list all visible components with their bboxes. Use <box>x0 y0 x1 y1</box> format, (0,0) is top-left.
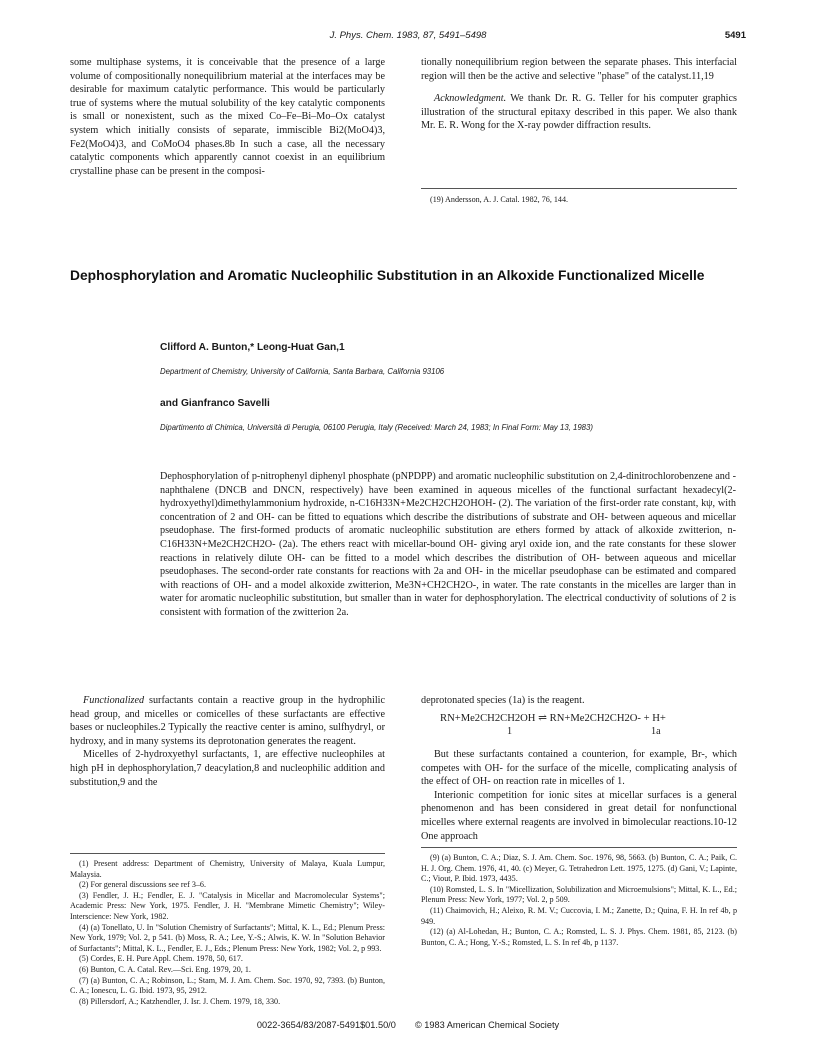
footer-copyright: © 1983 American Chemical Society <box>414 1020 560 1030</box>
footnote-left-item: (8) Pillersdorf, A.; Katzhendler, J. Isr. J. Chem. 1979, 18, 330. <box>79 996 281 1006</box>
prev-article-text: some multiphase systems, it is conceivable that the presence of a large volume of compositionally nonequilibrium material at the interfaces may be desirable for maximum catalytic performance. This would be particularly true of systems where the mutual solubility of the key catalytic components is small or nonexistent, such as the mixed Co–Fe–Bi–Mo–Ox catalyst system which initially consists of separate, immiscible Bi2(MoO4)3, Fe2(MoO4)3, and CoMoO4 phases.8b In such a case, all the necessary catalytic components which apparently cannot coexist in an equilibrium crystalline phase can be present in the composi- <box>70 57 385 177</box>
acknowledgment-label: Acknowledgment. <box>434 93 507 105</box>
footnote-left-item: (7) (a) Bunton, C. A.; Robinson, L.; Stam, M. J. Am. Chem. Soc. 1970, 92, 7393. (b) Bunton, C. A.; Ionescu, L. G. Ibid. 1973, 95, 2912. <box>70 975 385 996</box>
prev-article-footnote <box>421 195 737 206</box>
footnote-left-item: (2) For general discussions see ref 3–6. <box>79 880 206 890</box>
body-right-paragraph-3: Interionic competition for ionic sites at micellar surfaces is a general phenomenon and has been considered in great detail for nonfunctional micelles where external reagents are involved in bimolecular reactions.10-12 One approach <box>421 789 737 842</box>
body-paragraph-1-text: surfactants contain a reactive group in the hydrophilic head group, and micelles or comicelles of these surfactants are effective bases or nucleophiles.2 Typically the reactive center is amino, sulfhydryl, or hydroxy, and in many systems its deprotonation generates the reagent. <box>70 695 386 747</box>
footnote-left-item: (6) Bunton, C. A. Catal. Rev.—Sci. Eng. 1979, 20, 1. <box>79 964 251 974</box>
authors-secondary: and Gianfranco Savelli <box>160 398 270 409</box>
equation-label-1: 1 <box>507 726 513 737</box>
body-right-paragraph-2: But these surfactants contained a counterion, for example, Br-, which competes with OH- for the surface of the micelle, complicating analysis of the effect of OH- on reaction rate in micelles of 1. <box>421 749 737 788</box>
affiliation-secondary: Dipartimento di Chimica, Università di Perugia, 06100 Perugia, Italy (Received: March 24, 1983; In Final Form: May 13, 1983) <box>160 423 593 432</box>
page-footer <box>0 1020 816 1030</box>
abstract: Dephosphorylation of p-nitrophenyl diphenyl phosphate (pNPDPP) and aromatic nucleophilic substitution on 2,4-dinitrochlorobenzene and -naphthalene (DNCB and DNCN, respectively) have been examined in aqueous micelles of the functional surfactant hexadecyl(2-hydroxyethyl)dimethylammonium hydroxide, n-C16H33N+Me2CH2CH2OHOH- (2). The variation of the first-order rate constant, kψ, with concentration of 2 and OH- can be fitted to equations which describe the distributions of substrate and OH- between aqueous and micellar pseudophase. The first-formed products of aromatic nucleophilic substitution are ethers formed by attack of alkoxide zwitterion, n-C16H33N+Me2CH2CH2O- (2a). The ethers react with micellar-bound OH- giving aryl oxide ion, and the rate constants for these slower reactions in relatively dilute OH- can be fitted to a model which describes the distribution of OH- between aqueous and micellar pseudophases. The second-order rate constants for reactions with 2a and OH- in the micellar pseudophase can be estimated and compared with reactions of OH- and a model alkoxide zwitterion, Me3N+CH2CH2O-, in water. The rate constants in the micelles are larger than in water for aromatic nucleophilic substitution, but smaller than in water for dephosphorylation. The electrical conductivity of solutions of 2 is consistent with formation of the zwitterion 2a. <box>160 471 736 618</box>
article-title: Dephosphorylation and Aromatic Nucleophilic Substitution in an Alkoxide Functionalized Micelle <box>70 268 705 283</box>
body-right-column-cont <box>421 748 737 843</box>
affiliation-primary: Department of Chemistry, University of California, Santa Barbara, California 93106 <box>160 367 445 376</box>
footnote-right-item: (9) (a) Bunton, C. A.; Diaz, S. J. Am. Chem. Soc. 1976, 98, 5663. (b) Bunton, C. A.; Paik, C. H. J. Org. Chem. 1976, 41, 40. (c) Meyer, G. Tetrahedron Lett. 1975, 1275. (d) Gani, V.; Lapinte, C.; Viout, P. Ibid. 1973, 4435. <box>421 853 737 884</box>
footnote-divider-right <box>421 847 737 848</box>
authors-primary: Clifford A. Bunton,* Leong-Huat Gan,1 <box>160 342 345 353</box>
footnote-19: (19) Andersson, A. J. Catal. 1982, 76, 144. <box>430 195 569 204</box>
equation-label-1a: 1a <box>651 726 661 737</box>
page-number: 5491 <box>724 30 746 41</box>
footnote-divider <box>421 188 737 189</box>
prev-article-text-cont: tionally nonequilibrium region between the separate phases. This interfacial region will then be the active and selective "phase" of the catalyst.11,19 <box>421 57 737 82</box>
footnote-left-item: (4) (a) Tonellato, U. In "Solution Chemistry of Surfactants"; Mittal, K. L., Ed.; Plenum Press: New York, 1979; Vol. 2, p 541. (b) Moss, R. A.; Lee, Y.-S.; Alwis, K. W. In "Solution Behavior of Surfactants"; Mittal, K. L., Fendler, E. J., Eds.; Plenum Press: New York, 1982; Vol. 2, p 993. <box>70 922 385 953</box>
footer-code: 0022-3654/83/2087-5491$01.50/0 <box>256 1020 396 1030</box>
footnote-divider-left <box>70 853 385 854</box>
equation <box>440 712 736 725</box>
acknowledgment-text: We thank Dr. R. G. Teller for his computer graphics illustration of the structural epitaxy described in this paper. We also thank Mr. E. R. Wong for the X-ray powder diffraction results. <box>421 93 737 132</box>
equation-right: RN+Me2CH2CH2O- + H+ <box>549 713 666 724</box>
footnote-right-item: (10) Romsted, L. S. In "Micellization, Solubilization and Microemulsions"; Mittal, K. L., Ed.; Plenum Press: New York, 1977; Vol. 2, p 509. <box>421 884 737 905</box>
footnote-right-item: (11) Chaimovich, H.; Aleixo, R. M. V.; Cuccovia, I. M.; Zanette, D.; Quina, F. H. In ref 4b, p 949. <box>421 905 737 926</box>
body-right-paragraph-1: deprotonated species (1a) is the reagent. <box>421 695 585 706</box>
equation-arrow: ⇌ <box>538 713 547 724</box>
footnotes-left <box>70 859 385 1007</box>
running-header: J. Phys. Chem. 1983, 87, 5491–5498 <box>329 30 487 41</box>
body-right-column <box>421 694 737 708</box>
body-paragraph-1 <box>70 694 385 748</box>
footnote-left-item: (3) Fendler, J. H.; Fendler, E. J. "Catalysis in Micellar and Macromolecular Systems"; Academic Press: New York, 1975. Fendler, J. H. "Membrane Mimetic Chemistry"; Wiley-Interscience: New York, 1982. <box>70 890 385 921</box>
functionalized-lead: Functionalized <box>83 695 145 706</box>
acknowledgment <box>421 92 737 133</box>
prev-article-right-column <box>421 56 737 133</box>
footnote-right-item: (12) (a) Al-Lohedan, H.; Bunton, C. A.; Romsted, L. S. J. Phys. Chem. 1981, 85, 2123. (b) Bunton, C. A.; Hong, Y.-S.; Romsted, L. S. In ref 4b, p 1137. <box>421 927 737 947</box>
body-paragraph-2: Micelles of 2-hydroxyethyl surfactants, 1, are effective nucleophiles at high pH in dephosphorylation,7 deacylation,8 and nucleophilic addition and substitution,9 and the <box>70 749 385 788</box>
body-left-column <box>70 694 385 789</box>
footnote-left-item: (5) Cordes, E. H. Pure Appl. Chem. 1978, 50, 617. <box>79 954 243 964</box>
equation-left: RN+Me2CH2CH2OH <box>440 713 536 724</box>
prev-article-left-column <box>70 56 385 178</box>
footnotes-right <box>421 853 737 948</box>
footnote-left-item: (1) Present address: Department of Chemistry, University of Malaya, Kuala Lumpur, Malaysia. <box>70 859 385 879</box>
